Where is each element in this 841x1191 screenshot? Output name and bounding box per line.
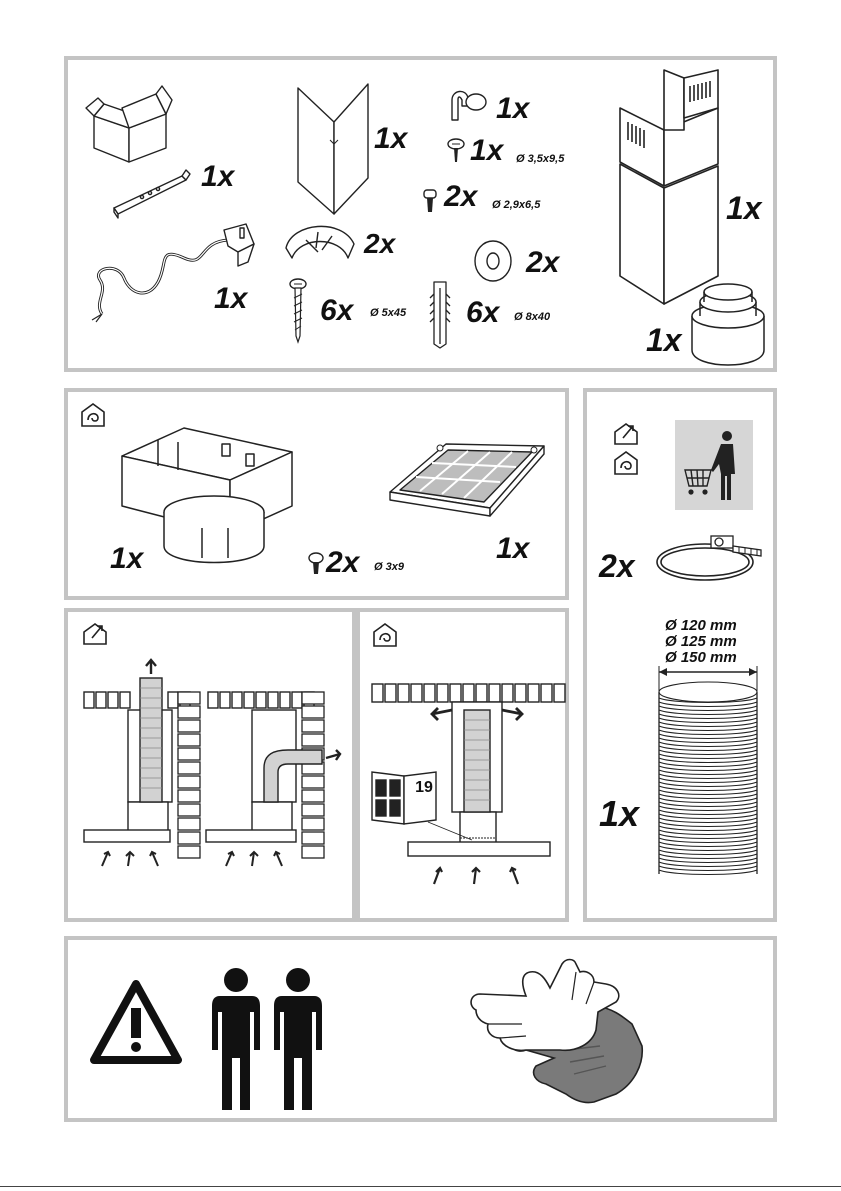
clip-qty: 1x: [496, 92, 530, 125]
house-recirculation-icon: [80, 402, 106, 428]
adapter-qty: 1x: [646, 322, 682, 358]
brick: [424, 684, 435, 702]
flexible-hose-icon: [653, 664, 765, 886]
warning-triangle-icon: [90, 980, 182, 1066]
brick: [515, 684, 526, 702]
brick: [541, 684, 552, 702]
screw-c-qty: 6x: [320, 294, 354, 327]
cardboard-box-icon: [84, 86, 174, 166]
hose-clamp-icon: [653, 532, 765, 586]
brick: [178, 818, 200, 830]
brick: [302, 790, 324, 802]
brick: [178, 846, 200, 858]
screw-b-icon: [422, 188, 438, 214]
wall-bracket-icon: [112, 168, 192, 220]
brick: [178, 804, 200, 816]
brick: [463, 684, 474, 702]
brick: [302, 692, 324, 704]
house-vent-out-icon: [613, 422, 639, 446]
brick: [178, 734, 200, 746]
parts-panel: [64, 56, 777, 372]
charcoal-filter-icon: [386, 432, 546, 522]
screw-b-dim: Ø 2,9x6,5: [492, 199, 541, 211]
hose-qty: 1x: [599, 793, 640, 834]
folded-panel-icon: [294, 78, 374, 218]
brick: [178, 832, 200, 844]
brick: [372, 684, 383, 702]
page-bottom-rule: [0, 1186, 841, 1187]
brick: [302, 734, 324, 746]
house-recirculation-icon: [372, 622, 398, 648]
adapter-ring-icon: [688, 282, 768, 366]
brick: [554, 684, 565, 702]
hose-dim-3: Ø 150 mm: [665, 649, 737, 666]
cable-qty: 1x: [214, 282, 248, 315]
screw-a-qty: 1x: [470, 134, 504, 167]
brick: [178, 762, 200, 774]
recirculation-diagram: [368, 672, 564, 892]
washer-icon: [470, 238, 516, 284]
two-persons-icon: [208, 966, 338, 1112]
brick: [302, 706, 324, 718]
brick: [476, 684, 487, 702]
house-recirculation-icon: [613, 450, 639, 476]
safety-panel: [64, 936, 777, 1122]
brick: [502, 684, 513, 702]
box-qty: 1x: [110, 542, 144, 575]
chimney-icon: [608, 68, 728, 304]
bracket-qty: 1x: [201, 160, 235, 193]
brick: [302, 846, 324, 858]
house-vent-out-icon: [82, 622, 108, 646]
gloves-icon: [466, 954, 656, 1114]
wall-right: [302, 692, 324, 858]
screw-c-icon: [288, 278, 308, 344]
brick: [385, 684, 396, 702]
hose-ring-top: [659, 682, 757, 702]
brick: [178, 790, 200, 802]
hose-dim-1: Ø 120 mm: [665, 617, 737, 634]
ducted-diagram: [82, 658, 344, 880]
brick: [178, 748, 200, 760]
screw-c-dim: Ø 5x45: [370, 307, 407, 319]
wall-plug-icon: [426, 278, 454, 350]
shopping-cart-person-icon: [675, 420, 753, 510]
ceiling-bricks: [372, 684, 565, 702]
ducted-install-panel: [64, 608, 356, 922]
plug-qty: 6x: [466, 296, 500, 329]
washer-qty: 2x: [526, 246, 560, 279]
brick: [302, 832, 324, 844]
brick: [411, 684, 422, 702]
brick: [398, 684, 409, 702]
plug-dim: Ø 8x40: [514, 311, 551, 323]
brick: [178, 720, 200, 732]
brick: [450, 684, 461, 702]
brick: [302, 776, 324, 788]
brick: [528, 684, 539, 702]
brick: [302, 804, 324, 816]
optional-accessories-panel: [583, 388, 777, 922]
half-disc-icon: [282, 218, 358, 262]
brick: [178, 706, 200, 718]
brick: [489, 684, 500, 702]
brick: [302, 720, 324, 732]
screw-a-dim: Ø 3,5x9,5: [516, 153, 565, 165]
recirculation-install-panel: [356, 608, 569, 922]
filter-qty: 1x: [496, 532, 530, 565]
hose-dim-2: Ø 125 mm: [665, 633, 737, 650]
wall-left: [178, 692, 200, 858]
brick: [178, 692, 200, 704]
brick: [437, 684, 448, 702]
screw-a-icon: [446, 138, 468, 164]
recirculation-box-icon: [118, 422, 298, 562]
page-reference: 19: [415, 779, 433, 796]
clip-icon: [446, 86, 490, 122]
screw-icon: [308, 552, 324, 576]
chimney-qty: 1x: [726, 190, 762, 226]
hose-rings: [659, 682, 757, 875]
brick: [178, 776, 200, 788]
recirc-screw-qty: 2x: [326, 546, 360, 579]
recirculation-kit-panel: [64, 388, 569, 600]
clamp-qty: 2x: [599, 548, 635, 584]
recirc-screw-dim: Ø 3x9: [374, 561, 404, 573]
screw-b-qty: 2x: [444, 180, 478, 213]
brick: [302, 818, 324, 830]
panel-qty: 1x: [374, 122, 408, 155]
half-disc-qty: 2x: [364, 228, 396, 259]
